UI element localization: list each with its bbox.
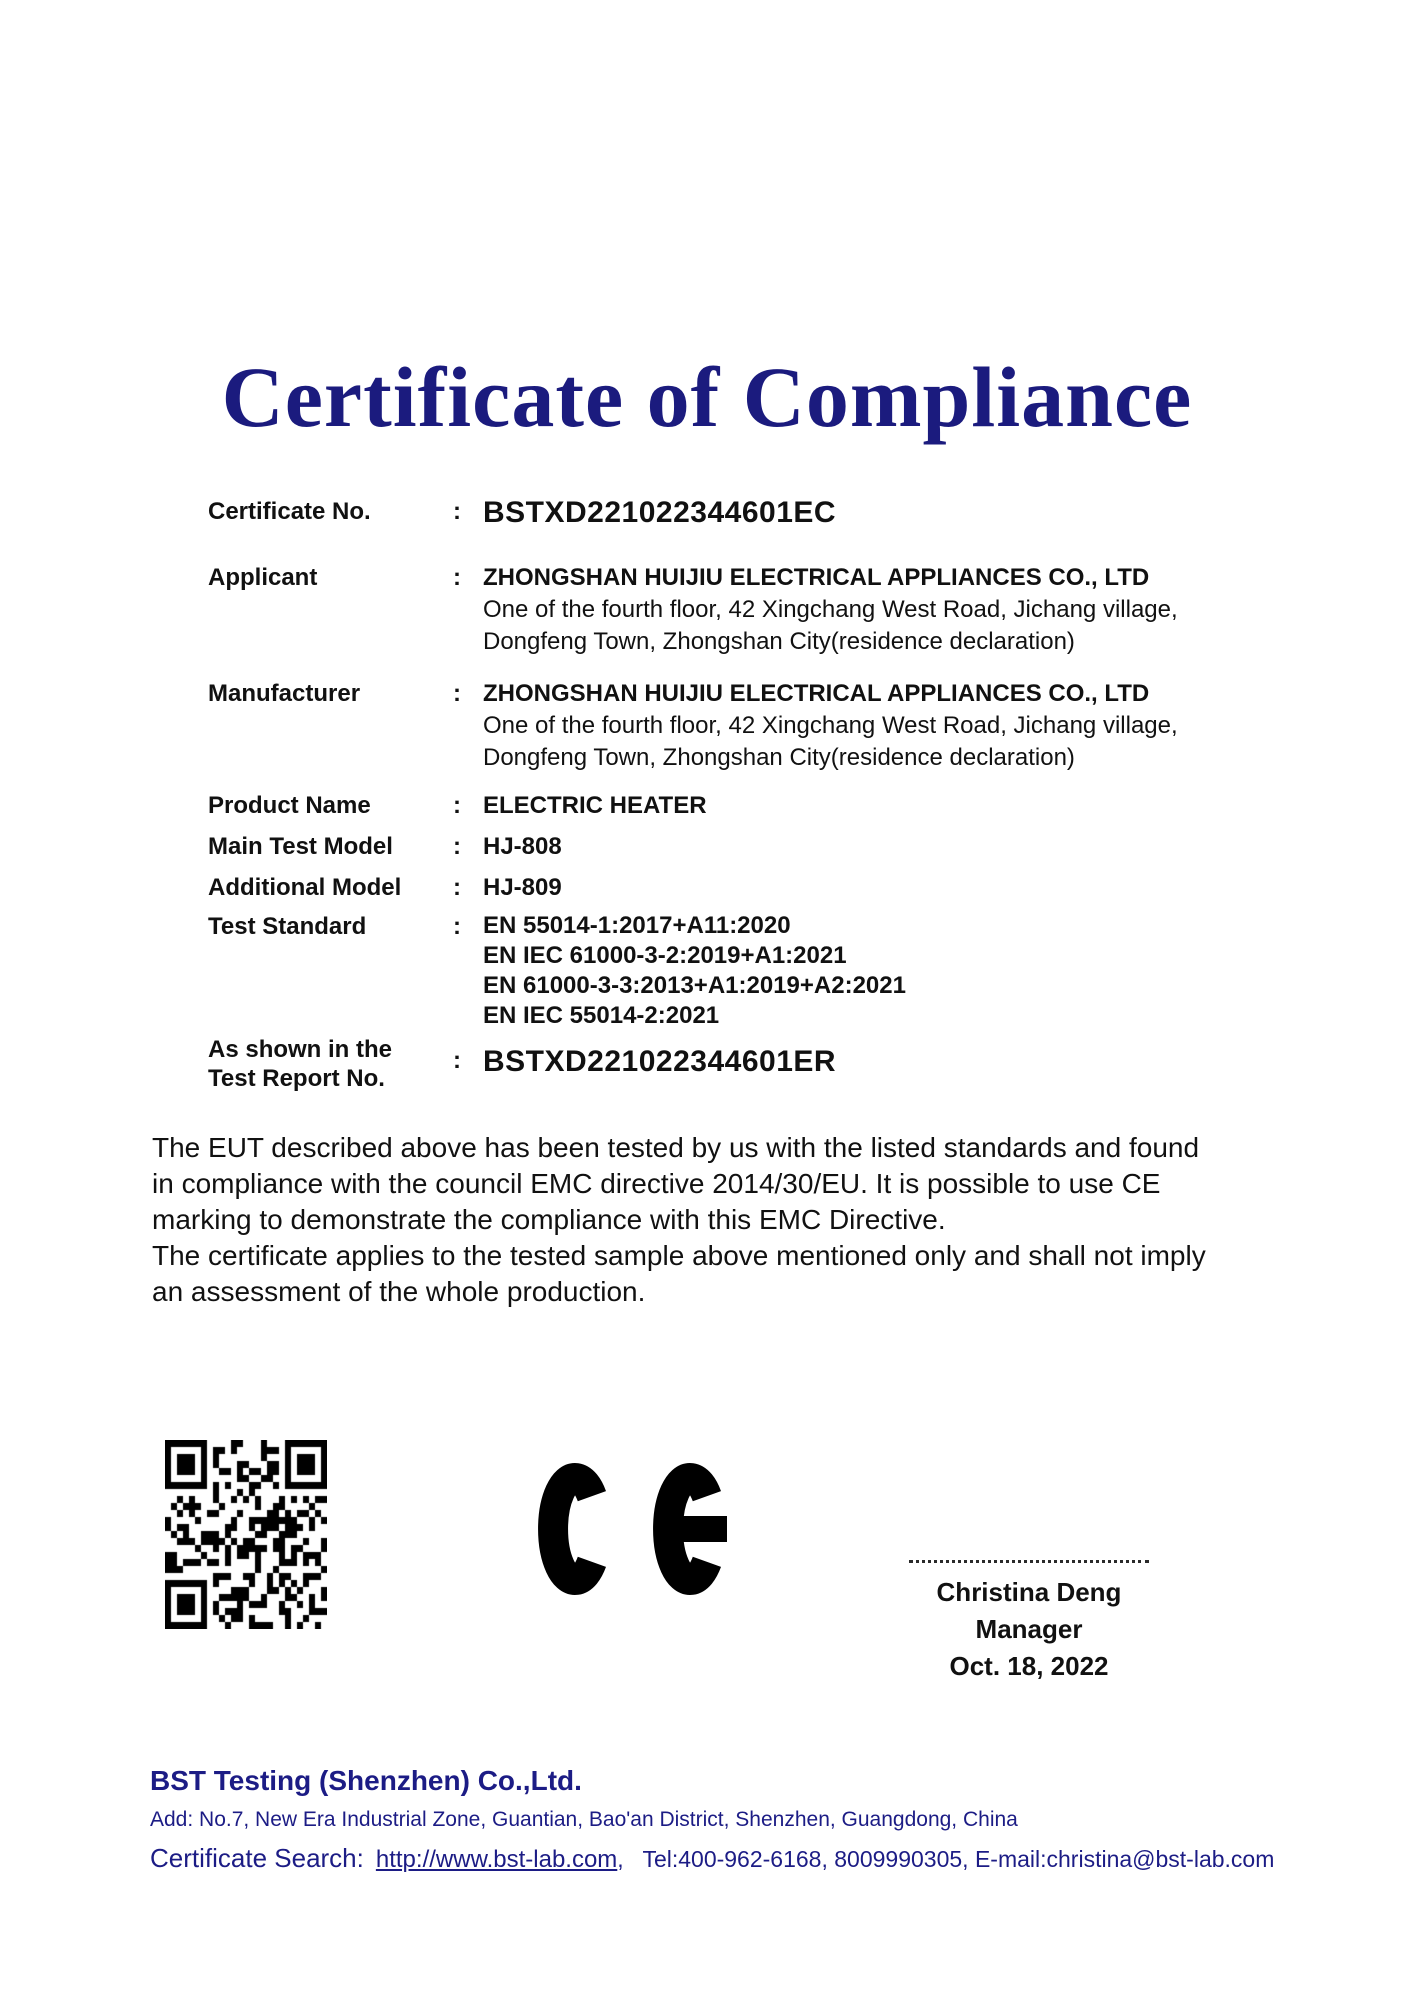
statement-line-5: an assessment of the whole production. (152, 1276, 646, 1307)
product-name: ELECTRIC HEATER (483, 792, 707, 819)
field-label: Manufacturer (208, 680, 361, 707)
field-label: Test Standard (208, 913, 367, 940)
field-test-report-no (208, 1033, 1288, 1093)
ce-mark-icon (538, 1462, 728, 1596)
field-colon: : (453, 792, 461, 819)
field-colon: : (453, 913, 461, 940)
test-standard-1: EN 55014-1:2017+A11:2020 (483, 912, 791, 939)
footer (150, 1764, 1350, 1876)
field-applicant (208, 562, 1288, 658)
field-colon: : (453, 874, 461, 901)
test-standard-2: EN IEC 61000-3-2:2019+A1:2021 (483, 942, 847, 969)
statement-line-4: The certificate applies to the tested sample above mentioned only and shall not imply (152, 1240, 1206, 1271)
footer-contact-details: , Tel:400-962-6168, 8009990305, E-mail:christina@bst-lab.com (617, 1846, 1275, 1872)
field-label: Main Test Model (208, 833, 393, 860)
field-main-test-model (208, 831, 1288, 863)
compliance-statement (152, 1130, 1272, 1310)
field-label: Product Name (208, 792, 371, 819)
field-label: Certificate No. (208, 498, 371, 525)
manufacturer-address-1: One of the fourth floor, 42 Xingchang West Road, Jichang village, (483, 712, 1178, 739)
field-product-name (208, 790, 1288, 822)
certificate-title: Certificate of Compliance (221, 349, 1193, 445)
test-standard-4: EN IEC 55014-2:2021 (483, 1002, 720, 1029)
additional-model: HJ-809 (483, 874, 562, 901)
applicant-address-2: Dongfeng Town, Zhongshan City(residence declaration) (483, 628, 1075, 655)
signature-date: Oct. 18, 2022 (949, 1651, 1109, 1681)
field-test-standard (208, 911, 1288, 1031)
certificate-fields (208, 496, 1288, 1093)
certificate-search-label: Certificate Search: (150, 1843, 364, 1873)
test-standard-3: EN 61000-3-3:2013+A1:2019+A2:2021 (483, 972, 906, 999)
field-label-line-2: Test Report No. (208, 1065, 385, 1092)
field-additional-model (208, 872, 1288, 904)
field-colon: : (453, 498, 461, 525)
qr-code (165, 1440, 327, 1629)
field-colon: : (453, 833, 461, 860)
statement-line-1: The EUT described above has been tested by us with the listed standards and found (152, 1132, 1200, 1163)
manufacturer-address-2: Dongfeng Town, Zhongshan City(residence declaration) (483, 744, 1075, 771)
signatory-role: Manager (975, 1614, 1083, 1644)
signature-dotted-line (909, 1560, 1149, 1563)
field-label: Applicant (208, 564, 318, 591)
statement-line-2: in compliance with the council EMC directive 2014/30/EU. It is possible to use CE (152, 1168, 1161, 1199)
field-label: Additional Model (208, 874, 402, 901)
field-colon: : (453, 564, 461, 591)
main-test-model: HJ-808 (483, 833, 562, 860)
test-report-number: BSTXD221022344601ER (483, 1045, 837, 1078)
field-manufacturer (208, 678, 1288, 774)
certificate-search-link[interactable]: http://www.bst-lab.com (375, 1846, 618, 1873)
certificate-number: BSTXD221022344601EC (483, 496, 837, 529)
lab-company-name: BST Testing (Shenzhen) Co.,Ltd. (150, 1765, 582, 1796)
signatory-name: Christina Deng (936, 1577, 1122, 1607)
field-label-line-1: As shown in the (208, 1036, 393, 1063)
field-certificate-no (208, 496, 1288, 530)
lab-address: Add: No.7, New Era Industrial Zone, Guantian, Bao'an District, Shenzhen, Guangdong, China (150, 1808, 1018, 1831)
statement-line-3: marking to demonstrate the compliance with this EMC Directive. (152, 1204, 946, 1235)
footer-contact-line (150, 1842, 1350, 1876)
manufacturer-company: ZHONGSHAN HUIJIU ELECTRICAL APPLIANCES CO., LTD (483, 680, 1150, 707)
field-colon: : (453, 1047, 461, 1074)
field-colon: : (453, 680, 461, 707)
field-label (208, 1033, 453, 1093)
applicant-address-1: One of the fourth floor, 42 Xingchang West Road, Jichang village, (483, 596, 1178, 623)
applicant-company: ZHONGSHAN HUIJIU ELECTRICAL APPLIANCES CO., LTD (483, 564, 1150, 591)
signature-block (903, 1560, 1155, 1681)
